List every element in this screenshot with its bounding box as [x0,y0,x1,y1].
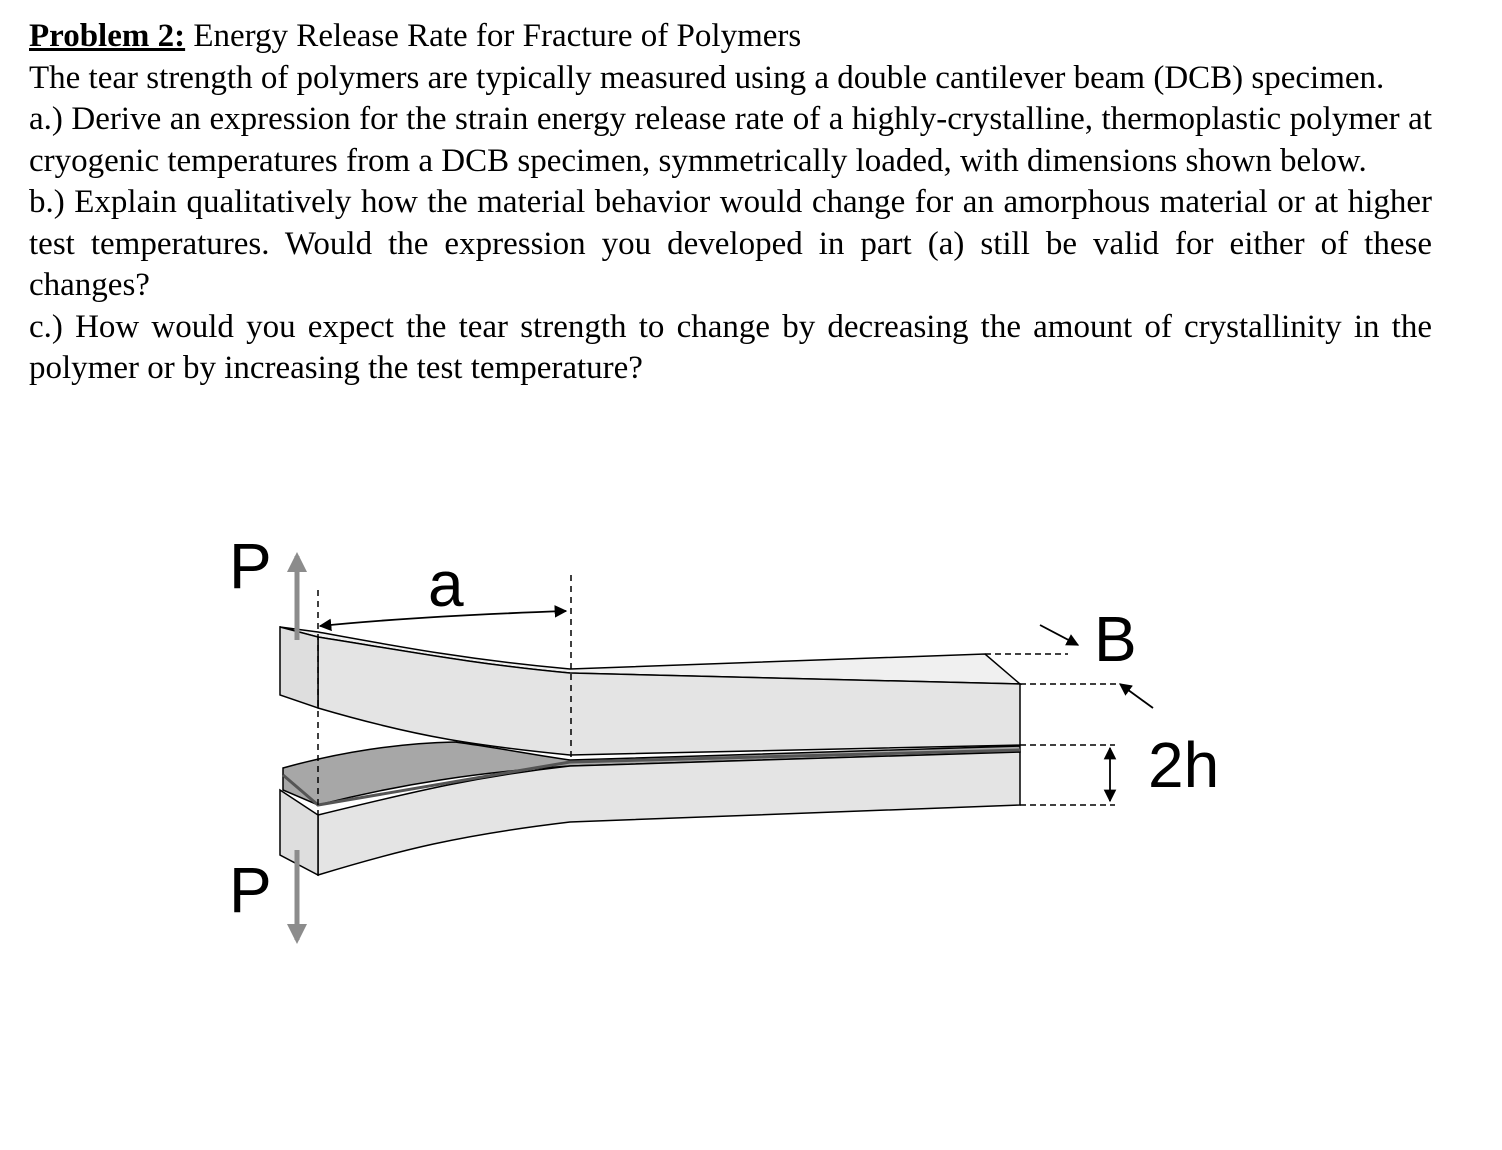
load-label-bottom: P [229,854,272,926]
part-c: c.) How would you expect the tear strength to change by decreasing the amount of crystallinity in the polymer or by increasing the test temperature? [29,308,1432,386]
problem-number: Problem 2: [29,18,186,54]
width-arrow-inner [1120,684,1153,708]
width-arrow-outer [1040,625,1078,645]
problem-intro: The tear strength of polymers are typically measured using a double cantilever beam (DCB) specimen. [29,59,1385,96]
load-label-top: P [229,530,272,602]
problem-title: Energy Release Rate for Fracture of Polymers [193,18,802,54]
thickness-label: 2h [1148,729,1220,801]
part-a: a.) Derive an expression for the strain energy release rate of a highly-crystalline, thermoplastic polymer at cryogenic temperatures from a DCB specimen, symmetrically loaded, with dimensions shown below. [29,101,1432,179]
crack-length-label: a [428,548,464,620]
width-label: B [1094,603,1137,675]
part-b: b.) Explain qualitatively how the material behavior would change for an amorphous material or at higher test temperatures. Would the expression you developed in part (a) still be valid for either of these changes? [29,184,1432,303]
upper-arm-front-face [318,637,1020,755]
